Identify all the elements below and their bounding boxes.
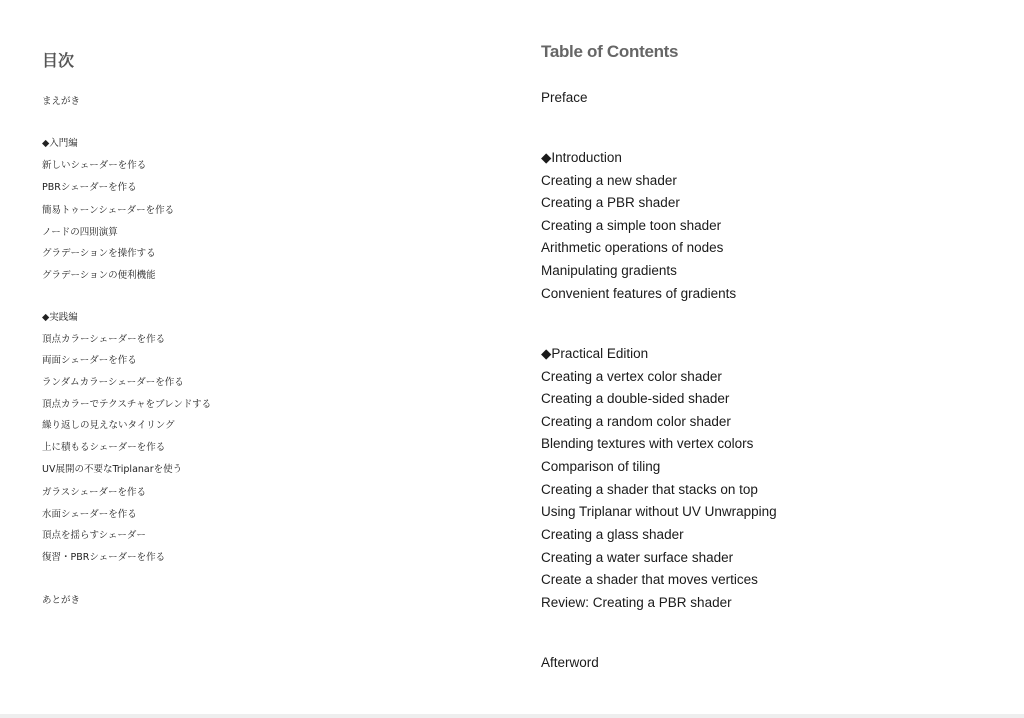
english-practical-item: Create a shader that moves vertices	[541, 572, 758, 587]
english-intro-item: Arithmetic operations of nodes	[541, 240, 724, 255]
english-intro-heading: ◆Introduction	[541, 150, 622, 165]
english-practical-item: Creating a glass shader	[541, 527, 684, 542]
english-practical-item: Blending textures with vertex colors	[541, 436, 754, 451]
japanese-practical-item: 上に積もるシェーダーを作る	[42, 442, 166, 453]
japanese-intro-item: PBRシェーダーを作る	[42, 182, 137, 193]
japanese-afterword: あとがき	[42, 595, 81, 606]
english-practical-item: Comparison of tiling	[541, 459, 661, 474]
english-practical-item: Creating a random color shader	[541, 414, 731, 429]
japanese-practical-item: 頂点カラーでテクスチャをブレンドする	[42, 399, 212, 410]
english-preface: Preface	[541, 90, 588, 105]
english-afterword: Afterword	[541, 655, 599, 670]
japanese-practical-item: ランダムカラーシェーダーを作る	[42, 377, 184, 388]
english-intro-item: Creating a new shader	[541, 173, 677, 188]
japanese-practical-item: UV展開の不要なTriplanarを使う	[42, 464, 183, 475]
japanese-practical-item: 頂点カラーシェーダーを作る	[42, 334, 166, 345]
english-intro-item: Manipulating gradients	[541, 263, 677, 278]
japanese-practical-item: 頂点を揺らすシェーダー	[42, 530, 146, 541]
english-intro-item: Creating a PBR shader	[541, 195, 680, 210]
english-toc-title: Table of Contents	[541, 42, 679, 61]
english-practical-item: Creating a double-sided shader	[541, 391, 730, 406]
japanese-intro-item: 簡易トゥーンシェーダーを作る	[42, 205, 175, 216]
english-intro-item: Convenient features of gradients	[541, 286, 737, 301]
bottom-bar	[0, 714, 1024, 718]
japanese-toc-title: 目次	[42, 51, 75, 70]
japanese-intro-heading: ◆入門編	[42, 138, 78, 149]
english-practical-item: Creating a shader that stacks on top	[541, 482, 758, 497]
japanese-practical-item: 水面シェーダーを作る	[42, 509, 137, 520]
japanese-intro-item: ノードの四則演算	[42, 227, 118, 238]
japanese-practical-heading: ◆実践編	[42, 312, 78, 323]
japanese-intro-item: グラデーションを操作する	[42, 248, 156, 259]
english-practical-item: Using Triplanar without UV Unwrapping	[541, 504, 777, 519]
english-practical-item: Creating a vertex color shader	[541, 369, 722, 384]
english-practical-item: Creating a water surface shader	[541, 550, 734, 565]
japanese-practical-item: 繰り返しの見えないタイリング	[42, 420, 175, 431]
japanese-preface: まえがき	[42, 96, 81, 107]
japanese-practical-item: ガラスシェーダーを作る	[42, 487, 147, 498]
english-intro-item: Creating a simple toon shader	[541, 218, 722, 233]
japanese-practical-item: 両面シェーダーを作る	[42, 355, 137, 366]
japanese-practical-item: 復習・PBRシェーダーを作る	[42, 552, 166, 563]
japanese-intro-item: 新しいシェーダーを作る	[42, 160, 147, 171]
japanese-intro-item: グラデーションの便利機能	[42, 270, 156, 281]
english-practical-heading: ◆Practical Edition	[541, 346, 649, 361]
english-practical-item: Review: Creating a PBR shader	[541, 595, 732, 610]
